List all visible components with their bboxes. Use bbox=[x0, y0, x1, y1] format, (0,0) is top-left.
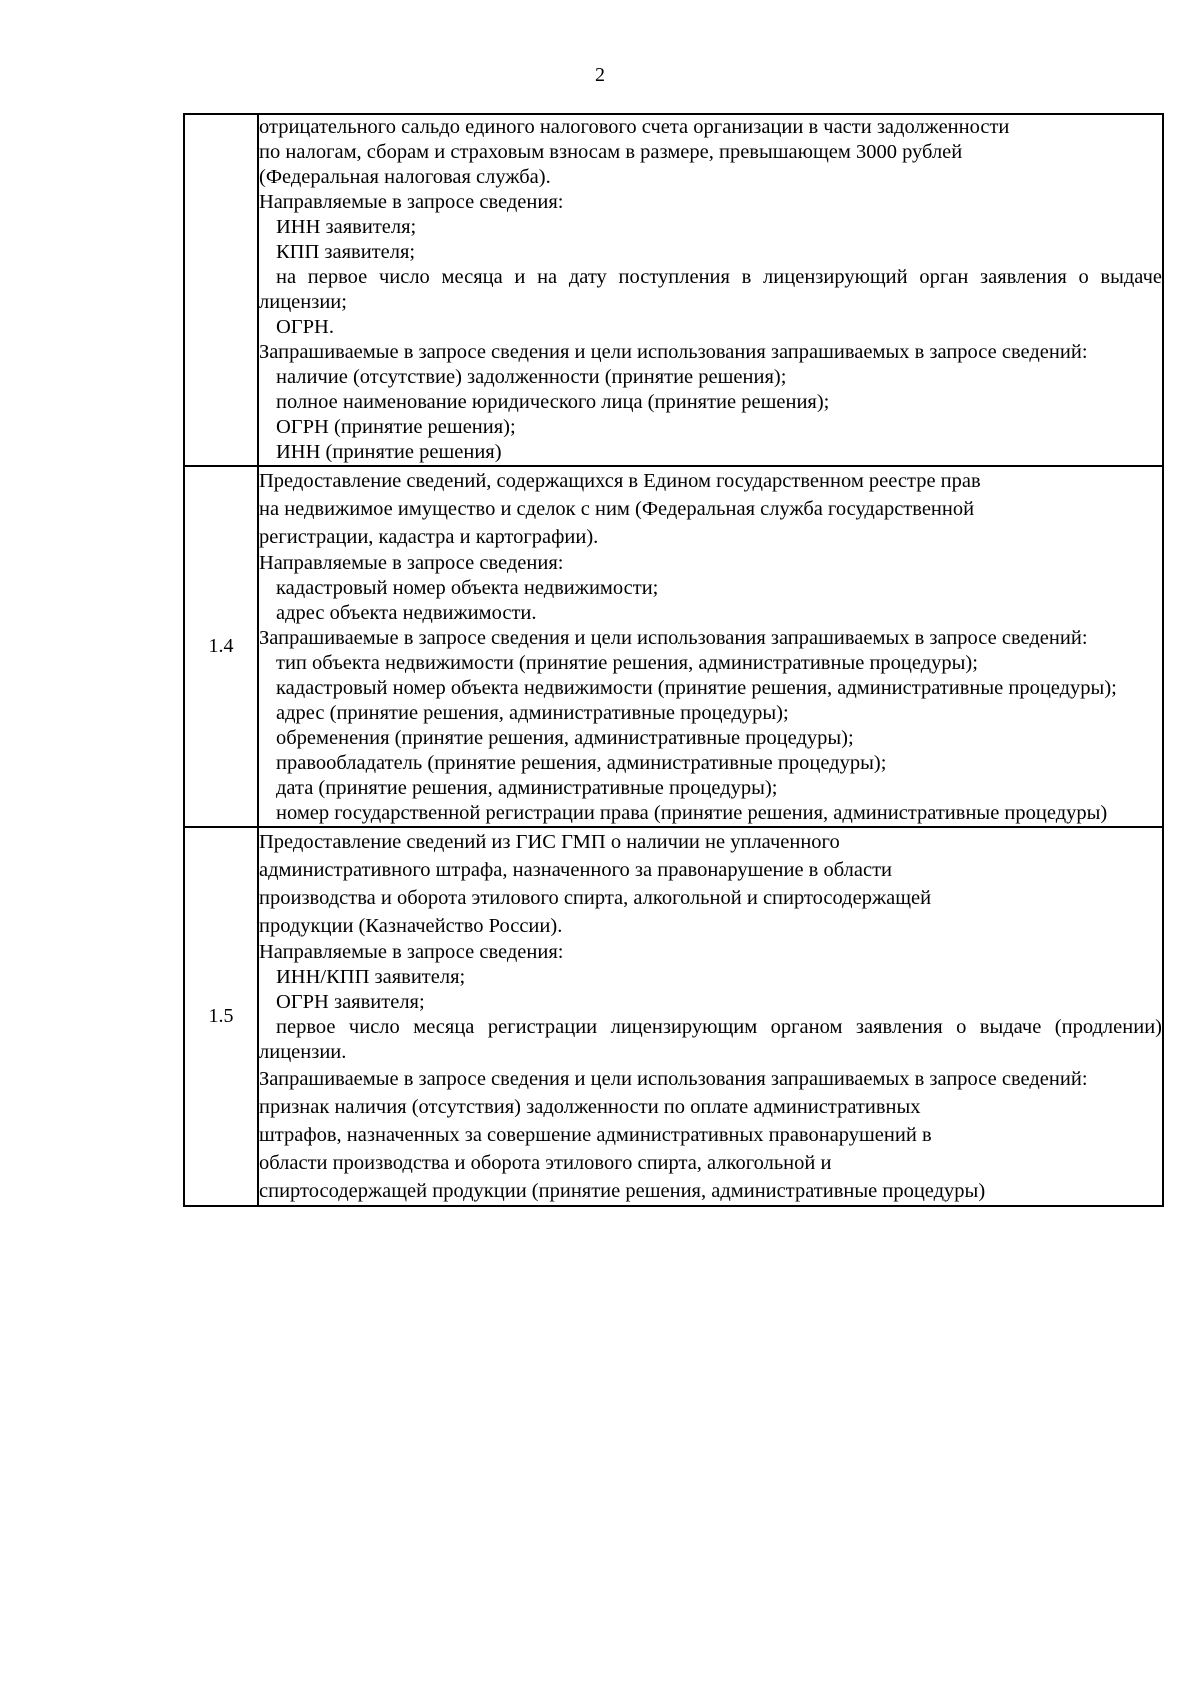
text-line: Предоставление сведений, содержащихся в Едином государственном реестре прав bbox=[259, 470, 981, 492]
text-line: ИНН (принятие решения) bbox=[276, 441, 502, 463]
text-line: Запрашиваемые в запросе сведения и цели использования запрашиваемых в запросе сведений: bbox=[259, 1068, 1088, 1090]
text-line: ИНН заявителя; bbox=[276, 216, 417, 238]
text-line: спиртосодержащей продукции (принятие решения, административные процедуры) bbox=[259, 1180, 986, 1202]
table-row bbox=[184, 466, 1163, 827]
text-line: Запрашиваемые в запросе сведения и цели использования запрашиваемых в запросе сведений: bbox=[259, 341, 1088, 363]
text-line: правообладатель (принятие решения, административные процедуры); bbox=[276, 752, 887, 774]
text-line: первое число месяца регистрации лицензирующим органом заявления о выдаче (продлении) лицензии. bbox=[259, 1016, 1162, 1063]
services-table bbox=[183, 113, 1164, 1207]
text-line: штрафов, назначенных за совершение административных правонарушений в bbox=[259, 1124, 932, 1146]
text-line: по налогам, сборам и страховым взносам в размере, превышающем 3000 рублей bbox=[259, 141, 963, 163]
table-row bbox=[184, 114, 1163, 466]
text-line: дата (принятие решения, административные процедуры); bbox=[276, 777, 778, 799]
page-number: 2 bbox=[595, 64, 605, 86]
text-line: ОГРН. bbox=[276, 316, 334, 338]
text-line: продукции (Казначейство России). bbox=[259, 915, 563, 937]
text-line: регистрации, кадастра и картографии). bbox=[259, 526, 599, 548]
row-content bbox=[258, 827, 1163, 1206]
row-number: 1.5 bbox=[184, 827, 258, 1206]
text-line: номер государственной регистрации права (принятие решения, административные процедуры) bbox=[276, 802, 1108, 824]
row-number bbox=[184, 114, 258, 466]
text-line: Направляемые в запросе сведения: bbox=[259, 941, 564, 963]
text-line: производства и оборота этилового спирта, алкогольной и спиртосодержащей bbox=[259, 887, 932, 909]
text-line: Предоставление сведений из ГИС ГМП о наличии не уплаченного bbox=[259, 831, 840, 853]
text-line: признак наличия (отсутствия) задолженности по оплате административных bbox=[259, 1096, 921, 1118]
row-content bbox=[258, 114, 1163, 466]
text-line: КПП заявителя; bbox=[276, 241, 416, 263]
text-line: полное наименование юридического лица (принятие решения); bbox=[276, 391, 830, 413]
text-line: кадастровый номер объекта недвижимости; bbox=[276, 577, 659, 599]
text-line: наличие (отсутствие) задолженности (принятие решения); bbox=[276, 366, 787, 388]
text-line: отрицательного сальдо единого налогового счета организации в части задолженности bbox=[259, 116, 1010, 138]
text-line: Запрашиваемые в запросе сведения и цели использования запрашиваемых в запросе сведений: bbox=[259, 627, 1088, 649]
text-line: Направляемые в запросе сведения: bbox=[259, 552, 564, 574]
text-line: ОГРН (принятие решения); bbox=[276, 416, 516, 438]
text-line: обременения (принятие решения, административные процедуры); bbox=[276, 727, 854, 749]
text-line: административного штрафа, назначенного за правонарушение в области bbox=[259, 859, 893, 881]
text-line: ОГРН заявителя; bbox=[276, 991, 425, 1013]
text-line: Направляемые в запросе сведения: bbox=[259, 191, 564, 213]
text-line: на недвижимое имущество и сделок с ним (Федеральная служба государственной bbox=[259, 498, 975, 520]
text-line: (Федеральная налоговая служба). bbox=[259, 166, 551, 188]
text-line: ИНН/КПП заявителя; bbox=[276, 966, 466, 988]
text-line: кадастровый номер объекта недвижимости (принятие решения, административные процедуры); bbox=[276, 677, 1117, 699]
text-line: на первое число месяца и на дату поступления в лицензирующий орган заявления о выдаче лицензии; bbox=[259, 266, 1162, 313]
text-line: адрес (принятие решения, административные процедуры); bbox=[276, 702, 789, 724]
text-line: тип объекта недвижимости (принятие решения, административные процедуры); bbox=[276, 652, 978, 674]
row-number: 1.4 bbox=[184, 466, 258, 827]
table-row bbox=[184, 827, 1163, 1206]
text-line: области производства и оборота этилового спирта, алкогольной и bbox=[259, 1152, 832, 1174]
row-content bbox=[258, 466, 1163, 827]
text-line: адрес объекта недвижимости. bbox=[276, 602, 537, 624]
